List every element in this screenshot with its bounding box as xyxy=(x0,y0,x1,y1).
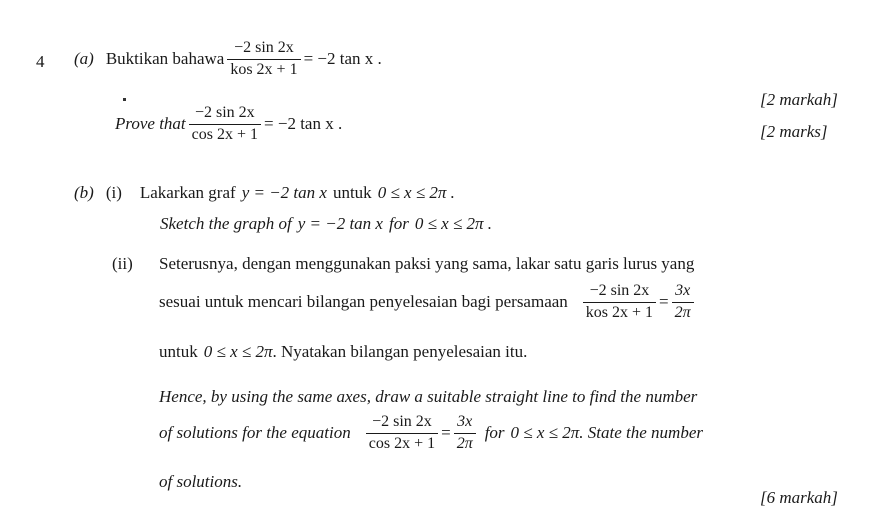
part-a-malay xyxy=(74,40,382,79)
part-b-ii-english-line2 xyxy=(159,414,703,453)
stray-mark xyxy=(123,98,126,101)
part-a-english xyxy=(115,105,342,144)
fraction-denominator: kos 2x + 1 xyxy=(227,59,300,79)
question-number: 4 xyxy=(36,52,45,71)
marks-malay-b: [6 markah] xyxy=(760,488,838,507)
fraction-denominator: 2π xyxy=(454,433,476,453)
part-b-ii-english-line2-text: of solutions for the equation xyxy=(159,423,351,443)
part-a-english-text: Prove that xyxy=(115,114,186,134)
fraction-numerator: −2 sin 2x xyxy=(372,413,432,430)
part-b-ii-english-cond: 0 ≤ x ≤ 2π xyxy=(510,423,580,443)
part-b-ii-english-line3: of solutions. xyxy=(159,472,243,491)
part-b-ii-malay-line2 xyxy=(159,283,697,322)
part-b-ii-malay-line1: Seterusnya, dengan menggunakan paksi yang sama, lakar satu garis lurus yang xyxy=(159,254,695,273)
equals-sign: = xyxy=(659,292,669,312)
part-b-i-english-cond-word: for xyxy=(388,214,409,233)
fraction-numerator: −2 sin 2x xyxy=(234,39,294,56)
part-a-malay-text: Buktikan bahawa xyxy=(105,49,225,69)
fraction-numerator: 3x xyxy=(457,413,473,430)
part-b-i-english-cond: 0 ≤ x ≤ 2π . xyxy=(414,214,493,233)
part-b-i-english xyxy=(160,214,492,234)
part-b-i-malay-cond-word: untuk xyxy=(332,183,372,202)
part-b-ii-english-rhs-fraction xyxy=(454,414,476,453)
part-b-ii-malay-line2-text: sesuai untuk mencari bilangan penyelesaian bagi persamaan xyxy=(159,292,568,312)
fraction-numerator: −2 sin 2x xyxy=(589,282,650,299)
fraction-denominator: kos 2x + 1 xyxy=(583,302,656,322)
part-b-ii-malay-line3-cond: 0 ≤ x ≤ 2π xyxy=(203,342,273,361)
part-b-ii-english-lhs-fraction xyxy=(366,414,438,453)
part-b-ii-english-rest: . State the number xyxy=(579,423,703,443)
fraction-numerator: −2 sin 2x xyxy=(194,104,255,121)
part-b-ii-malay-line3 xyxy=(159,342,527,362)
part-a-malay-fraction xyxy=(227,40,300,79)
equals-sign: = xyxy=(441,423,451,443)
part-b-ii-english-line1: Hence, by using the same axes, draw a suitable straight line to find the number xyxy=(159,387,698,406)
part-a-label: (a) xyxy=(74,49,94,69)
fraction-numerator: 3x xyxy=(675,282,691,299)
part-a-english-rhs: = −2 tan x . xyxy=(264,114,343,134)
part-b-label: (b) xyxy=(74,183,94,202)
fraction-denominator: 2π xyxy=(672,302,694,322)
part-b-ii-malay-line3-rest: . Nyatakan bilangan penyelesaian itu. xyxy=(272,342,528,361)
part-b-i-malay-text: Lakarkan graf xyxy=(139,183,236,202)
part-b-ii-label: (ii) xyxy=(112,254,133,273)
part-b-i-english-eq: y = −2 tan x xyxy=(297,214,383,233)
fraction-denominator: cos 2x + 1 xyxy=(366,433,438,453)
part-b-ii-malay-rhs-fraction xyxy=(672,283,694,322)
part-b-ii-malay-line3-word: untuk xyxy=(159,342,198,361)
part-a-malay-rhs: = −2 tan x . xyxy=(303,49,382,69)
marks-english-a: [2 marks] xyxy=(760,122,828,141)
part-b-ii-malay-lhs-fraction xyxy=(583,283,656,322)
part-b-i-english-text: Sketch the graph of xyxy=(160,214,292,233)
part-b-i-malay xyxy=(74,183,455,203)
part-b-i-label: (i) xyxy=(105,183,122,202)
part-b-ii-english-for: for xyxy=(484,423,505,443)
marks-malay-a: [2 markah] xyxy=(760,90,838,109)
part-b-i-malay-eq: y = −2 tan x xyxy=(241,183,327,202)
part-a-english-fraction xyxy=(189,105,261,144)
fraction-denominator: cos 2x + 1 xyxy=(189,124,261,144)
part-b-i-malay-cond: 0 ≤ x ≤ 2π . xyxy=(377,183,455,202)
